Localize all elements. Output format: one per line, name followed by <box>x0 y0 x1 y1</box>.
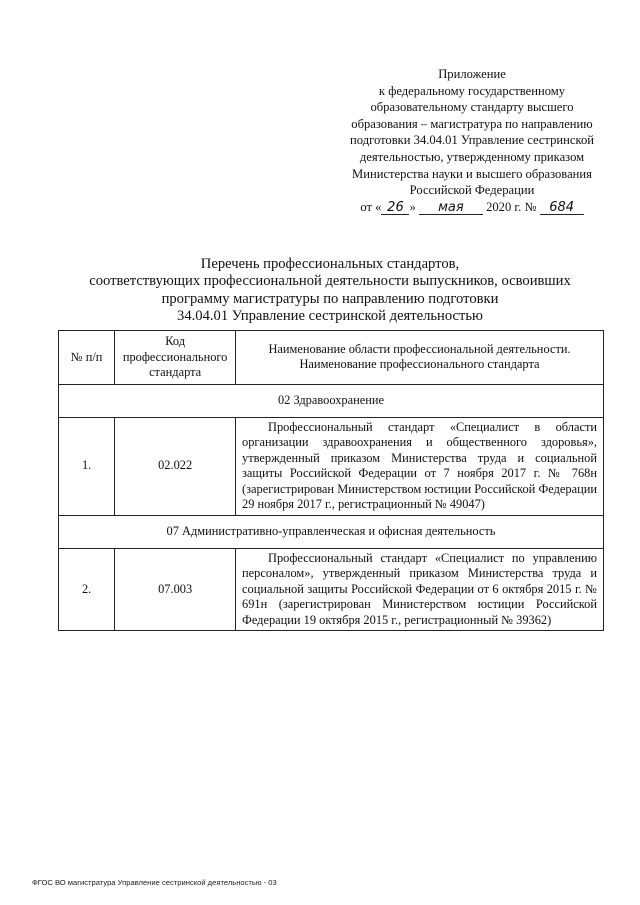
title-line: программу магистратуры по направлению подготовки <box>161 290 499 307</box>
appendix-line: Министерства науки и высшего образования <box>352 166 592 181</box>
row-description: Профессиональный стандарт «Специалист по управлению персоналом», утвержденный приказом Министерства труда и социальной защиты Российской Федерации от 6 октября 2015 г. № 691н (зарегистрирован Министерством юстиции Российской Федерации 19 октября 2015 г., регистрационный № 39362) <box>236 548 604 631</box>
section-row <box>59 384 604 417</box>
header-num: № п/п <box>59 331 115 385</box>
table-row <box>59 548 604 631</box>
header-code: Код профессионального стандарта <box>115 331 236 385</box>
section-title: 07 Административно-управленческая и офисная деятельность <box>59 515 604 548</box>
row-description: Профессиональный стандарт «Специалист в области организации здравоохранения и общественного здоровья», утвержденный приказом Министерства труда и социальной защиты Российской Федерации от 7 ноября 2017 г. № 768н (зарегистрирован Министерством юстиции Российской Федерации 29 ноября 2017 г., регистрационный № 49047) <box>236 417 604 515</box>
document-title <box>40 256 620 326</box>
row-code: 07.003 <box>115 548 236 631</box>
appendix-line: деятельностью, утвержденному приказом <box>359 149 585 164</box>
appendix-line: Приложение <box>438 67 506 81</box>
header-name: Наименование области профессиональной деятельности. Наименование профессионального стандарта <box>236 331 604 385</box>
appendix-line: образования – магистратура по направлению <box>351 116 593 131</box>
table-row <box>59 417 604 515</box>
section-row <box>59 515 604 548</box>
order-date-line <box>338 199 606 216</box>
row-code: 02.022 <box>115 417 236 515</box>
order-month-handwritten: мая <box>419 201 483 215</box>
appendix-line: образовательному стандарту высшего <box>370 100 574 115</box>
appendix-line: подготовки 34.04.01 Управление сестринской <box>350 133 594 148</box>
appendix-line: к федеральному государственному <box>378 83 566 98</box>
row-num: 2. <box>59 548 115 631</box>
title-line: 34.04.01 Управление сестринской деятельностью <box>177 308 483 325</box>
section-title: 02 Здравоохранение <box>59 384 604 417</box>
title-line: соответствующих профессиональной деятельности выпускников, освоивших <box>89 273 571 290</box>
row-num: 1. <box>59 417 115 515</box>
title-line: Перечень профессиональных стандартов, <box>200 256 460 272</box>
appendix-block <box>338 66 606 215</box>
standards-table <box>58 330 604 631</box>
appendix-line: Российской Федерации <box>409 183 535 198</box>
order-day-handwritten: 26 <box>381 201 409 215</box>
order-mid: » <box>409 199 416 214</box>
order-year: 2020 г. № <box>486 199 537 214</box>
table-header-row <box>59 331 604 385</box>
page-footer: ФГОС ВО магистратура Управление сестринской деятельностью - 03 <box>32 878 277 887</box>
order-prefix: от « <box>360 199 382 214</box>
order-number-handwritten: 684 <box>540 201 584 215</box>
